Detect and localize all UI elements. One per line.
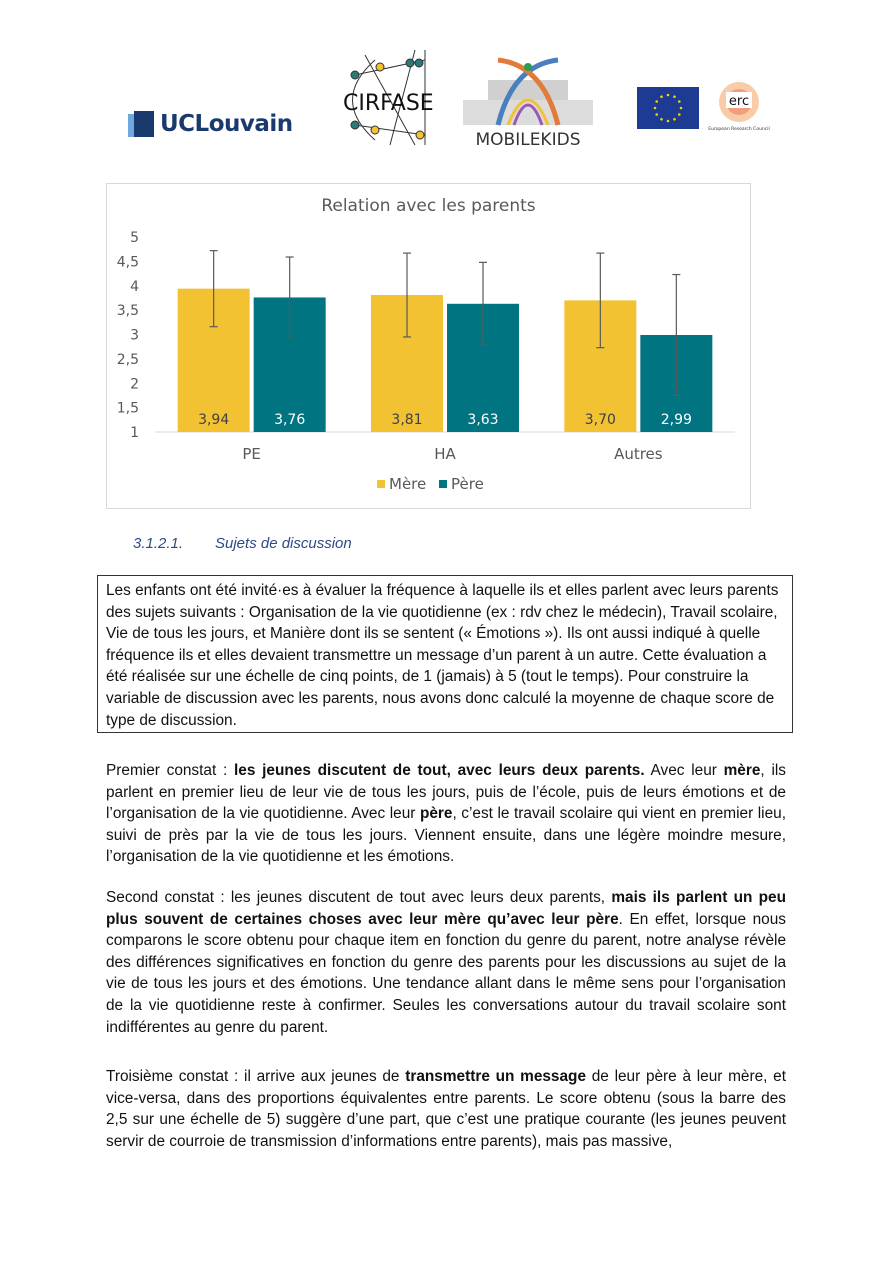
- data-label: 3,76: [274, 412, 306, 428]
- section-number: 3.1.2.1.: [133, 535, 184, 552]
- y-tick-label: 1,5: [116, 400, 139, 417]
- text: Troisième constat : il arrive aux jeunes de: [106, 1068, 406, 1085]
- data-label: 2,99: [660, 412, 692, 428]
- uclouvain-logo-text: UCLouvain: [160, 111, 293, 137]
- data-label: 3,63: [467, 412, 499, 428]
- bar-chart: [107, 184, 750, 508]
- x-category-label: HA: [434, 445, 456, 463]
- bold-text: transmettre un message: [405, 1068, 587, 1085]
- x-category-label: PE: [242, 445, 261, 463]
- data-label: 3,94: [198, 412, 230, 428]
- x-category-label: Autres: [614, 445, 663, 463]
- y-tick-label: 4: [130, 278, 139, 295]
- text: , c’est le travail scolaire qui vient en premier lieu, suivi de près par la vie de tous les jours. Viennent ensuite, dans une légère moindre mesure, l’organisation de la vie quotidienne et les émotions.: [106, 805, 786, 866]
- bold-text: père: [419, 805, 453, 823]
- text: Premier constat :: [106, 762, 235, 779]
- y-tick-label: 2: [130, 376, 139, 393]
- bold-text: mais ils parlent un peu plus souvent de certaines choses avec leur mère qu’avec leur père: [106, 889, 786, 928]
- logo-banner: [0, 45, 892, 155]
- y-tick-label: 1: [130, 425, 139, 441]
- paragraph-second-constat: [106, 887, 786, 1038]
- erc-logo-text: erc: [728, 94, 750, 109]
- legend-label: Mère: [389, 475, 427, 493]
- y-tick-label: 3,5: [116, 303, 139, 320]
- text: . En effet, lorsque nous comparons le score obtenu pour chaque item en fonction du genre du parent, notre analyse révèle des différences significatives en fonction du genre des parents pour les discussions au sujet de la vie de tous les jours et des émotions. Une tendance allant dans le même sens pour l’organisation de la vie quotidienne reste à confirmer. Seules les conversations autour du travail scolaire sont indifférentes au genre du parent.: [106, 910, 786, 1036]
- uclouvain-square-icon: [128, 111, 154, 137]
- chart-title: Relation avec les parents: [321, 196, 536, 216]
- y-tick-label: 2,5: [116, 351, 139, 368]
- data-label: 3,81: [391, 412, 423, 428]
- text: Avec leur: [644, 762, 724, 779]
- y-tick-label: 4,5: [116, 254, 139, 271]
- eu-flag-icon: [637, 87, 699, 129]
- erc-caption: European Research Council: [708, 127, 770, 132]
- bold-text: mère: [723, 762, 761, 779]
- method-box: [97, 575, 793, 733]
- mobilekids-logo-text: MOBILEKIDS: [475, 130, 581, 150]
- bold-text: les jeunes discutent de tout, avec leurs deux parents.: [234, 762, 645, 779]
- legend-swatch-mère: [377, 480, 385, 488]
- y-tick-label: 5: [130, 230, 139, 246]
- paragraph-troisieme-constat: [106, 1066, 786, 1152]
- legend-label: Père: [451, 475, 484, 493]
- method-box-text: Les enfants ont été invité·es à évaluer la fréquence à laquelle ils et elles parlent avec leurs parents des sujets suivants : Organisation de la vie quotidienne (ex : rdv chez le médecin), Travail scolaire, Vie de tous les jours, et Manière dont ils se sentent (« Émotions »). Ils ont aussi indiqué à quelle fréquence ils et elles devaient transmettre un message d’un parent à un autre. Cette évaluation a été réalisée sur une échelle de cinq points, de 1 (jamais) à 5 (tout le temps). Pour construire la variable de discussion avec les parents, nous avons donc calculé la moyenne de chaque score de type de discussion.: [106, 582, 779, 729]
- data-label: 3,70: [584, 412, 616, 428]
- text: , ils parlent en premier lieu de leur vie de tous les jours, puis de l’école, puis de leurs émotions et de l’organisation de la vie quotidienne. Avec leur: [106, 762, 786, 823]
- text: de leur père à leur mère, et vice-versa, dans des proportions équivalentes entre parents. Le score obtenu (sous la barre des 2,5 sur une échelle de 5) suggère d’une part, que c’est une pratique courante (les jeunes peuvent servir de courroie de transmission d’informations entre parents), mais pas massive,: [106, 1068, 787, 1150]
- section-title: Sujets de discussion: [215, 535, 352, 552]
- mobilekids-logo: [458, 55, 598, 150]
- erc-logo: [706, 80, 772, 142]
- text: Second constat : les jeunes discutent de tout avec leurs deux parents,: [106, 889, 612, 906]
- legend-swatch-père: [439, 480, 447, 488]
- section-heading: [133, 535, 352, 552]
- cirfase-logo: [335, 45, 455, 150]
- chart-container: [106, 183, 751, 509]
- cirfase-logo-text: CIRFASE: [343, 91, 434, 116]
- y-tick-label: 3: [130, 327, 139, 344]
- uclouvain-logo: [128, 111, 293, 137]
- paragraph-premier-constat: [106, 760, 786, 868]
